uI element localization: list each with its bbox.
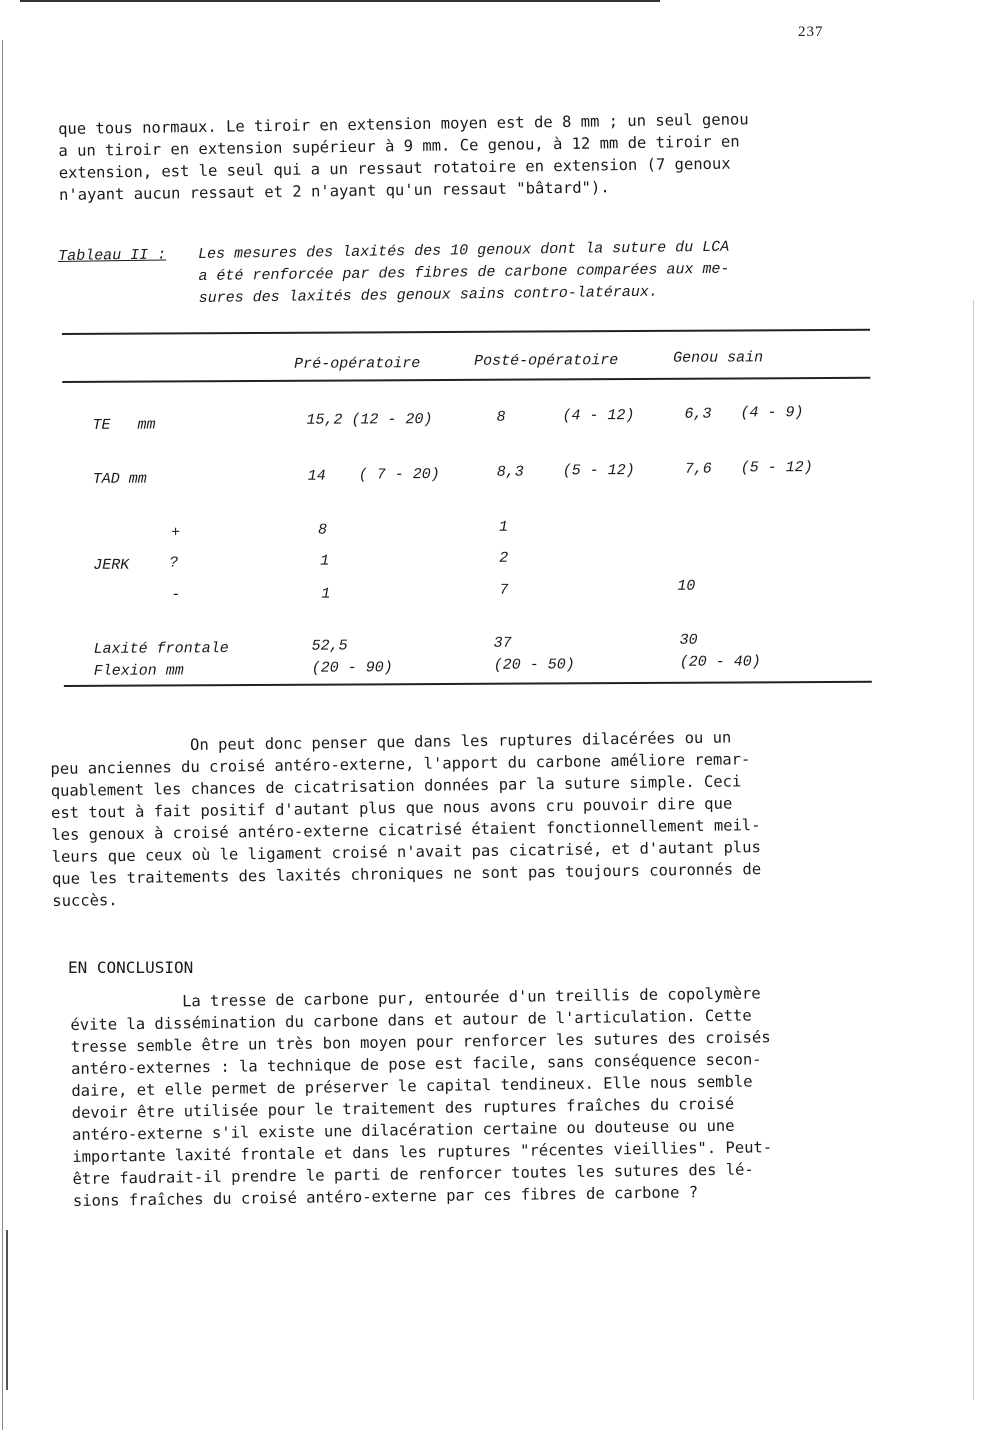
page-number: 237: [798, 24, 824, 40]
intro-line: n'ayant aucun ressaut et 2 n'ayant qu'un ressaut "bâtard").: [58, 178, 610, 204]
left-margin-line: [2, 40, 3, 1430]
jerk-query-post: 2: [499, 549, 509, 567]
laxite-sain-range: (20 - 40): [679, 653, 761, 671]
conclusion-line: antéro-externes : la technique de pose est facile, sans conséquence secon-: [70, 1050, 762, 1078]
caption-text: [198, 237, 730, 310]
intro-line: a un tiroir en extension supérieur à 9 mm. Ce genou, à 12 mm de tiroir en: [58, 132, 740, 160]
caption-line: sures des laxités des genoux sains contro-latéraux.: [198, 283, 658, 308]
caption-line: a été renforcée par des fibres de carbone comparées aux me-: [198, 260, 730, 286]
discussion-line: peu anciennes du croisé antéro-externe, l'apport du carbone améliore remar-: [50, 750, 751, 778]
caption-line: Les mesures des laxités des 10 genoux dont la suture du LCA: [198, 238, 730, 264]
conclusion-line: être faudrait-il prendre le parti de renforcer toutes les sutures des lé-: [72, 1160, 754, 1188]
jerk-minus-sain: 10: [677, 577, 696, 595]
tad-post-value: 8,3: [496, 463, 524, 481]
discussion-paragraph: [50, 726, 762, 912]
discussion-line: On peut donc penser que dans les ruptures dilacérées ou un: [50, 728, 732, 756]
header-genou-sain: Genou sain: [673, 349, 764, 367]
conclusion-line: La tresse de carbone pur, entourée d'un treillis de copolymère: [70, 984, 761, 1012]
laxite-pre-value: 52,5: [311, 637, 348, 655]
row-label-jerk: JERK: [93, 556, 130, 574]
tad-pre-value: 14: [307, 467, 326, 485]
table-bottom-rule: [64, 681, 872, 687]
intro-paragraph: [58, 108, 750, 206]
conclusion-paragraph: [70, 982, 773, 1212]
conclusion-line: importante laxité frontale et dans les ruptures "récentes vieillies". Peut-: [72, 1138, 773, 1166]
tad-sain-value: 7,6: [684, 460, 712, 478]
conclusion-line: sions fraîches du croisé antéro-externe par ces fibres de carbone ?: [72, 1183, 699, 1210]
row-label-laxite-2: Flexion mm: [93, 662, 184, 680]
te-post-range: (4 - 12): [562, 407, 635, 425]
table-top-rule: [62, 329, 870, 335]
jerk-query-sign: ?: [169, 554, 179, 572]
laxite-post-value: 37: [493, 634, 512, 652]
laxite-sain-value: 30: [679, 631, 698, 649]
laxite-post-range: (20 - 50): [493, 656, 575, 674]
conclusion-line: daire, et elle permet de préserver le capital tendineux. Elle nous semble: [71, 1072, 753, 1100]
table-label: Tableau II :: [58, 246, 167, 265]
right-margin-line: [973, 300, 974, 1400]
tad-post-range: (5 - 12): [562, 462, 635, 480]
header-pre-operatoire: Pré-opératoire: [294, 355, 421, 373]
header-post-operatoire: Posté-opératoire: [474, 352, 619, 370]
jerk-minus-pre: 1: [321, 585, 331, 603]
discussion-line: quablement les chances de cicatrisation données par la suture simple. Ceci: [50, 772, 742, 800]
te-post-value: 8: [496, 408, 506, 426]
laxity-table: [62, 329, 876, 693]
jerk-plus-sign: +: [171, 524, 181, 542]
intro-line: extension, est le seul qui a un ressaut rotatoire en extension (7 genoux: [58, 154, 731, 182]
jerk-minus-post: 7: [499, 581, 509, 599]
jerk-query-pre: 1: [320, 552, 330, 570]
te-sain-range: (4 - 9): [740, 404, 804, 422]
conclusion-heading: EN CONCLUSION: [68, 958, 194, 977]
discussion-line: les genoux à croisé antéro-externe cicatrisé étaient fonctionnellement meil-: [51, 816, 761, 844]
intro-line: que tous normaux. Le tiroir en extension moyen est de 8 mm ; un seul genou: [58, 110, 749, 138]
te-sain-value: 6,3: [684, 405, 712, 423]
jerk-plus-pre: 8: [317, 521, 328, 539]
row-label-te: TE mm: [92, 416, 156, 434]
row-label-tad: TAD mm: [92, 470, 147, 488]
table-header-rule: [62, 377, 870, 383]
conclusion-line: évite la dissémination du carbone dans et autour de l'articulation. Cette: [70, 1006, 752, 1034]
jerk-minus-sign: -: [171, 586, 181, 604]
row-label-laxite-1: Laxité frontale: [93, 640, 229, 658]
tad-pre-range: ( 7 - 20): [358, 466, 440, 484]
tad-sain-range: (5 - 12): [740, 459, 813, 477]
left-margin-mark: [6, 1230, 8, 1390]
discussion-line: que les traitements des laxités chroniques ne sont pas toujours couronnés de: [51, 860, 762, 888]
te-pre: 15,2 (12 - 20): [306, 411, 433, 429]
conclusion-line: tresse semble être un très bon moyen pour renforcer les sutures des croisés: [70, 1028, 771, 1056]
discussion-line: leurs que ceux où le ligament croisé n'avait pas cicatrisé, et d'autant plus: [51, 838, 761, 866]
conclusion-line: devoir être utilisée pour le traitement des ruptures fraîches du croisé: [71, 1094, 735, 1122]
jerk-plus-post: 1: [498, 518, 509, 536]
conclusion-line: antéro-externe s'il existe une dilacération certaine ou douteuse ou une: [71, 1116, 735, 1144]
discussion-line: succès.: [52, 891, 118, 910]
laxite-pre-range: (20 - 90): [311, 659, 393, 677]
discussion-line: est tout à fait positif d'autant plus que nous avons cru pouvoir dire que: [50, 794, 733, 822]
top-edge-line: [20, 0, 660, 2]
